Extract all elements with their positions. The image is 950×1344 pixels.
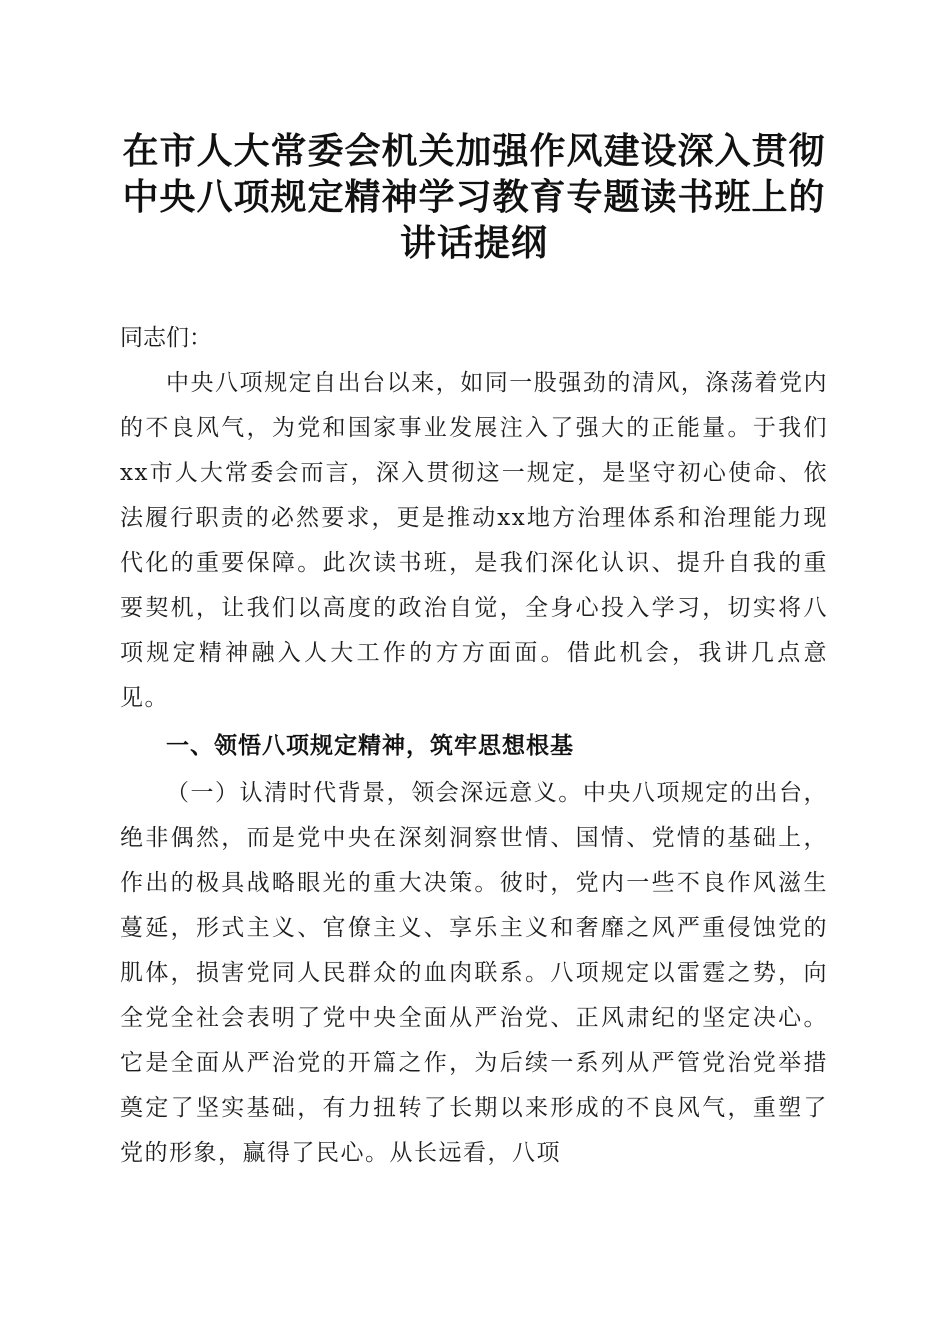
document-page xyxy=(120,128,828,1176)
document-body xyxy=(120,316,828,1176)
document-title: 在市人大常委会机关加强作风建设深入贯彻中央八项规定精神学习教育专题读书班上的讲话提纲 xyxy=(122,130,826,264)
salutation: 同志们： xyxy=(120,325,212,351)
section-heading: 一、领悟八项规定精神，筑牢思想根基 xyxy=(166,733,574,759)
intro-paragraph: 中央八项规定自出台以来，如同一股强劲的清风，涤荡着党内的不良风气，为党和国家事业发展注入了强大的正能量。于我们xx市人大常委会而言，深入贯彻这一规定，是坚守初心使命、依法履行职责的必然要求，更是推动xx地方治理体系和治理能力现代化的重要保障。此次读书班，是我们深化认识、提升自我的重要契机，让我们以高度的政治自觉，全身心投入学习，切实将八项规定精神融入人大工作的方方面面。借此机会，我讲几点意见。 xyxy=(120,370,828,711)
section-paragraph: （一）认清时代背景，领会深远意义。中央八项规定的出台，绝非偶然，而是党中央在深刻洞察世情、国情、党情的基础上，作出的极具战略眼光的重大决策。彼时，党内一些不良作风滋生蔓延，形式主义、官僚主义、享乐主义和奢靡之风严重侵蚀党的肌体，损害党同人民群众的血肉联系。八项规定以雷霆之势，向全党全社会表明了党中央全面从严治党、正风肃纪的坚定决心。它是全面从严治党的开篇之作，为后续一系列从严管党治党举措奠定了坚实基础，有力扭转了长期以来形成的不良风气，重塑了党的形象，赢得了民心。从长远看，八项 xyxy=(120,780,828,1166)
